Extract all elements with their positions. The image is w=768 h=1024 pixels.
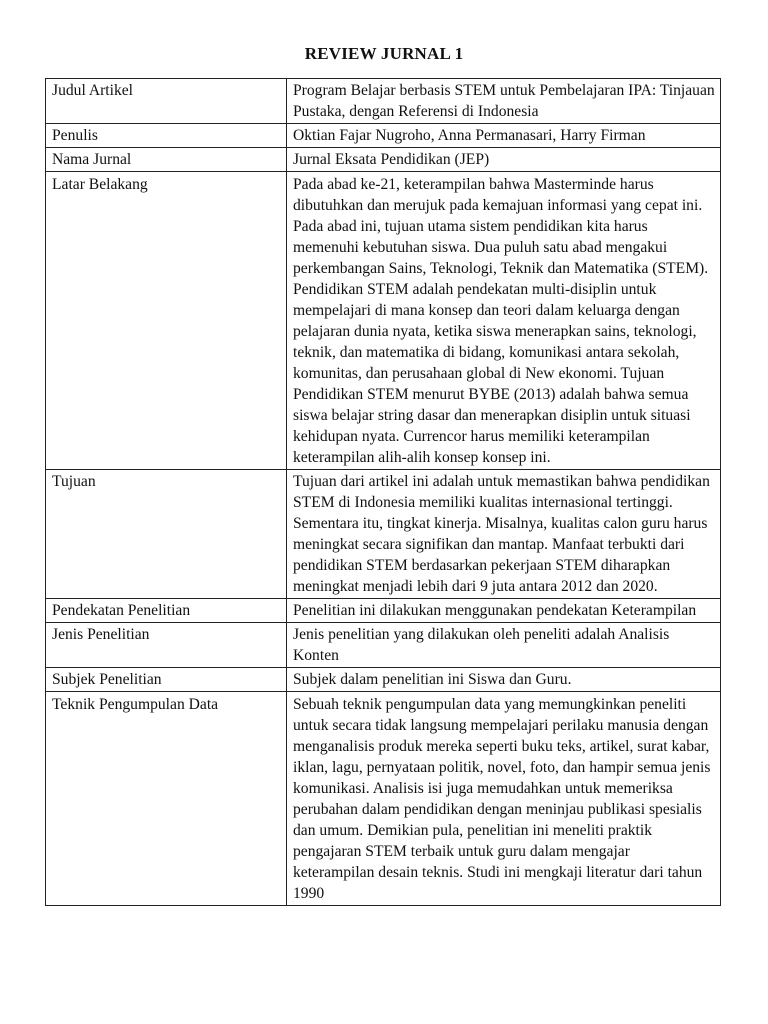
row-label: Nama Jurnal	[46, 148, 287, 172]
row-value: Sebuah teknik pengumpulan data yang memungkinkan peneliti untuk secara tidak langsung mempelajari perilaku manusia dengan menganalisis produk mereka seperti buku teks, artikel, surat kabar, iklan, lagu, pernyataan politik, novel, foto, dan hampir semua jenis komunikasi. Analisis isi juga memudahkan untuk memeriksa perubahan dalam pendidikan dengan meninjau publikasi spesialis dan umum. Demikian pula, penelitian ini meneliti praktik pengajaran STEM terbaik untuk guru dalam mengajar keterampilan desain teknis. Studi ini mengkaji literatur dari tahun 1990	[287, 692, 721, 906]
row-label: Subjek Penelitian	[46, 668, 287, 692]
row-label: Latar Belakang	[46, 172, 287, 470]
row-value: Penelitian ini dilakukan menggunakan pendekatan Keterampilan	[287, 599, 721, 623]
page-title: REVIEW JURNAL 1	[304, 44, 464, 63]
table-row-penulis	[46, 124, 721, 148]
row-value: Tujuan dari artikel ini adalah untuk memastikan bahwa pendidikan STEM di Indonesia memiliki kualitas internasional tertinggi. Sementara itu, tingkat kinerja. Misalnya, kualitas calon guru harus meningkat secara signifikan dan mantap. Manfaat terbukti dari pendidikan STEM berdasarkan pekerjaan STEM diharapkan meningkat menjadi lebih dari 9 juta antara 2012 dan 2020.	[287, 470, 721, 599]
table-row-judul-artikel	[46, 79, 721, 124]
row-value: Pada abad ke-21, keterampilan bahwa Masterminde harus dibutuhkan dan merujuk pada kemajuan informasi yang cepat ini. Pada abad ini, tujuan utama sistem pendidikan kita harus memenuhi kebutuhan siswa. Dua puluh satu abad mengakui perkembangan Sains, Teknologi, Teknik dan Matematika (STEM). Pendidikan STEM adalah pendekatan multi-disiplin untuk mempelajari di mana konsep dan teori dalam keluarga dengan pelajaran dunia nyata, ketika siswa menerapkan sains, teknologi, teknik, dan matematika di bidang, komunikasi antara sekolah, komunitas, dan perusahaan global di New ekonomi. Tujuan Pendidikan STEM menurut BYBE (2013) adalah bahwa semua siswa belajar string dasar dan menerapkan disiplin untuk situasi kehidupan nyata. Currencor harus memiliki keterampilan keterampilan alih-alih konsep konsep ini.	[287, 172, 721, 470]
review-table	[45, 78, 721, 906]
row-value: Subjek dalam penelitian ini Siswa dan Guru.	[287, 668, 721, 692]
row-label: Pendekatan Penelitian	[46, 599, 287, 623]
table-row-latar-belakang	[46, 172, 721, 470]
row-value: Jenis penelitian yang dilakukan oleh peneliti adalah Analisis Konten	[287, 623, 721, 668]
table-row-nama-jurnal	[46, 148, 721, 172]
table-row-jenis-penelitian	[46, 623, 721, 668]
table-row-subjek-penelitian	[46, 668, 721, 692]
row-value: Program Belajar berbasis STEM untuk Pembelajaran IPA: Tinjauan Pustaka, dengan Referensi di Indonesia	[287, 79, 721, 124]
table-row-pendekatan-penelitian	[46, 599, 721, 623]
row-value: Oktian Fajar Nugroho, Anna Permanasari, Harry Firman	[287, 124, 721, 148]
row-label: Teknik Pengumpulan Data	[46, 692, 287, 906]
row-label: Penulis	[46, 124, 287, 148]
row-value: Jurnal Eksata Pendidikan (JEP)	[287, 148, 721, 172]
row-label: Tujuan	[46, 470, 287, 599]
table-row-teknik-pengumpulan-data	[46, 692, 721, 906]
table-row-tujuan	[46, 470, 721, 599]
row-label: Jenis Penelitian	[46, 623, 287, 668]
row-label: Judul Artikel	[46, 79, 287, 124]
